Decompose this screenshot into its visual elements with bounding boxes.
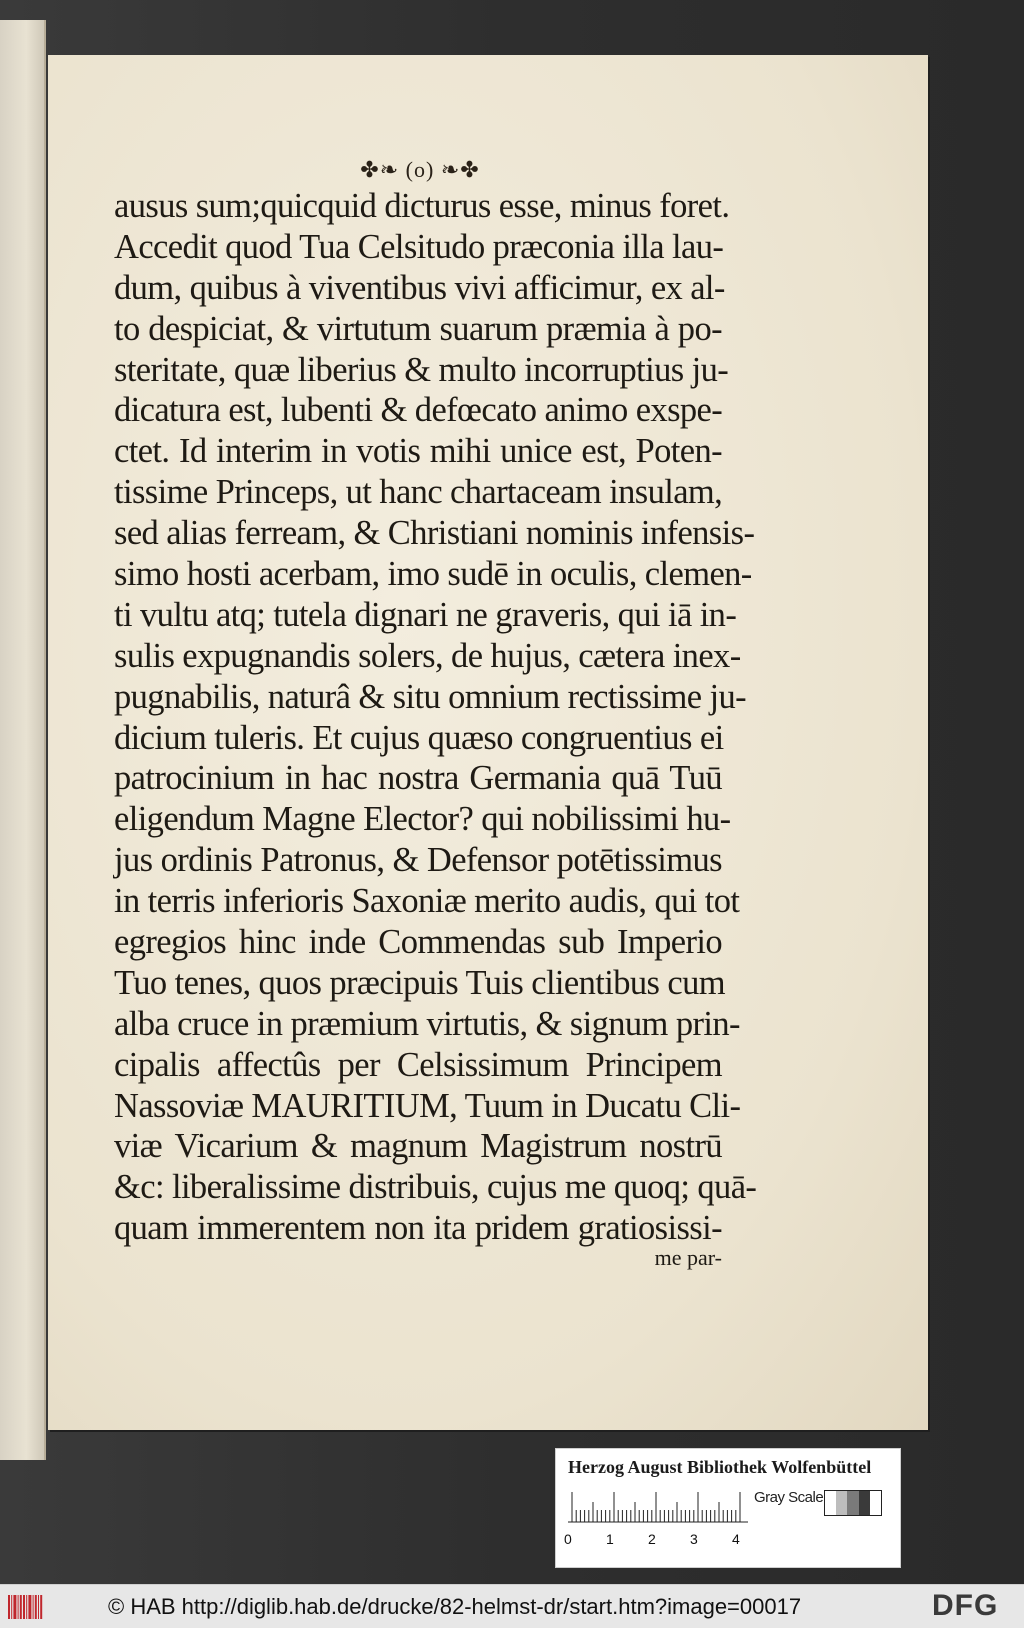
- text-line: dicium tuleris. Et cujus quæso congruentius ei: [114, 718, 724, 757]
- text-line: dum, quibus à viventibus vivi afficimur, ex al-: [114, 268, 725, 307]
- text-line: to despiciat, & virtutum suarum præmia à po-: [114, 309, 722, 348]
- text-line: cipalis affectûs per Celsissimum Principem: [114, 1045, 722, 1084]
- gray-scale-label: Gray Scale: [754, 1489, 824, 1506]
- text-line: ti vultu atq; tutela dignari ne graveris, qui iā in-: [114, 595, 737, 634]
- text-line: ctet. Id interim in votis mihi unice est, Poten-: [114, 432, 722, 471]
- dfg-logo: DFG: [932, 1589, 999, 1622]
- left-page-edge: [0, 20, 46, 1460]
- gray-level: [847, 1491, 858, 1515]
- ruler-number: 2: [648, 1531, 656, 1547]
- ruler-number: 1: [606, 1531, 614, 1547]
- text-line: patrocinium in hac nostra Germania quā Tuū: [114, 759, 722, 798]
- gray-level: [836, 1491, 847, 1515]
- text-line: Accedit quod Tua Celsitudo præconia illa lau-: [114, 227, 724, 266]
- text-line: ausus sum;quicquid dicturus esse, minus foret.: [114, 187, 730, 225]
- text-line: in terris inferioris Saxoniæ merito audis, qui tot: [114, 882, 740, 921]
- text-line: simo hosti acerbam, imo sudē in oculis, clemen-: [114, 555, 752, 594]
- ruler-scale: [568, 1489, 748, 1523]
- page-ornament: ✤❧ (o) ❧✤: [360, 157, 480, 182]
- gray-level: [825, 1491, 836, 1515]
- text-line: dicatura est, lubenti & defœcato animo exspe-: [114, 391, 723, 430]
- text-line: viæ Vicarium & magnum Magistrum nostrū: [114, 1127, 722, 1166]
- text-line: quam immerentem non ita pridem gratiosissi-: [114, 1209, 722, 1248]
- copyright-link[interactable]: © HAB http://diglib.hab.de/drucke/82-helmst-dr/start.htm?image=00017: [108, 1594, 802, 1619]
- ruler-number: 4: [732, 1531, 740, 1547]
- text-line: sed alias ferream, & Christiani nominis infensis-: [114, 514, 755, 553]
- text-line: alba cruce in præmium virtutis, & signum prin-: [114, 1004, 740, 1043]
- text-line: Nassoviæ MAURITIUM, Tuum in Ducatu Cli-: [114, 1086, 741, 1125]
- ruler-number: 3: [690, 1531, 698, 1547]
- text-line: &c: liberalissime distribuis, cujus me quoq; quā-: [114, 1168, 757, 1207]
- gray-scale-swatch: [824, 1490, 882, 1516]
- text-line: eligendum Magne Elector? qui nobilissimi hu-: [114, 800, 731, 839]
- footer-bar: [0, 1584, 1024, 1628]
- text-line: jus ordinis Patronus, & Defensor potētissimus: [114, 841, 722, 880]
- text-line: Tuo tenes, quos præcipuis Tuis clientibus cum: [114, 963, 725, 1002]
- catchword: me par-: [654, 1245, 722, 1270]
- ruler-number: 0: [564, 1531, 572, 1547]
- text-line: sulis expugnandis solers, de hujus, cætera inex-: [114, 636, 741, 675]
- text-line: egregios hinc inde Commendas sub Imperio: [114, 923, 722, 962]
- page-text: [114, 186, 757, 1249]
- text-line: pugnabilis, naturâ & situ omnium rectissime ju-: [114, 677, 747, 716]
- color-reference-card: [556, 1449, 900, 1567]
- text-line: steritate, quæ liberius & multo incorruptius ju-: [114, 350, 729, 389]
- gray-level: [859, 1491, 870, 1515]
- library-name: Herzog August Bibliothek Wolfenbüttel: [568, 1457, 872, 1477]
- text-line: tissime Princeps, ut hanc chartaceam insulam,: [114, 473, 723, 512]
- gray-level: [870, 1491, 881, 1515]
- barcode-icon: [6, 1593, 48, 1621]
